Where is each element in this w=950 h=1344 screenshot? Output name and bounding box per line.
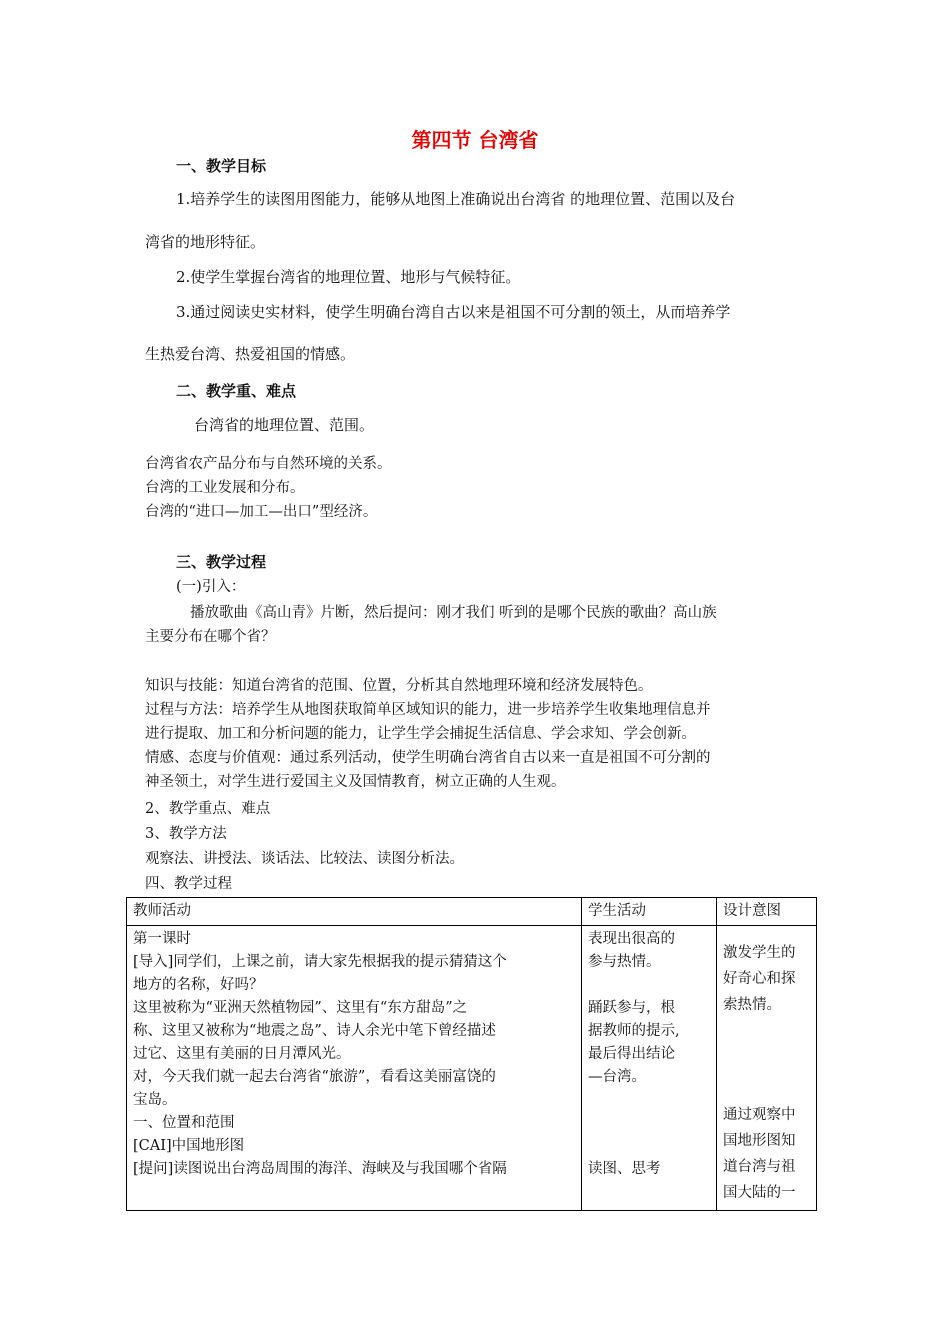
section-heading-key-points: 二、教学重、难点: [176, 382, 297, 400]
intent-line: 道台湾与祖: [723, 1159, 796, 1175]
header-student-activity: 学生活动: [582, 898, 717, 926]
student-line: 参与热情。: [588, 954, 661, 970]
lesson-table: [126, 897, 817, 1211]
student-line: 踊跃参与，根: [588, 1000, 675, 1016]
table-row: [127, 926, 817, 1211]
goal-values-line-2: 神圣领土，对学生进行爱国主义及国情教育，树立正确的人生观。: [145, 774, 566, 790]
teacher-line: 一、位置和范围: [133, 1115, 235, 1131]
teacher-activity-cell: [127, 926, 582, 1211]
teacher-line: [CAI]中国地形图: [133, 1138, 245, 1154]
key-point-3: 台湾的工业发展和分布。: [145, 480, 305, 496]
student-line: 最后得出结论: [588, 1046, 675, 1062]
teacher-line: 地方的名称，好吗？: [133, 977, 264, 993]
goal-process-line-2: 进行提取、加工和分析问题的能力，让学生学会捕捉生活信息、学会求知、学会创新。: [145, 726, 696, 742]
objective-2: 2.使学生掌握台湾省的地理位置、地形与气候特征。: [176, 268, 521, 286]
page-title: 第四节 台湾省: [411, 128, 539, 152]
intro-line-1: 播放歌曲《高山青》片断，然后提问：刚才我们 听到的是哪个民族的歌曲？高山族: [190, 605, 717, 621]
objective-3-line-1: 3.通过阅读史实材料，使学生明确台湾自古以来是祖国不可分割的领土，从而培养学: [176, 303, 731, 321]
teacher-line: 过它、这里有美丽的日月潭风光。: [133, 1046, 351, 1062]
student-line: 读图、思考: [588, 1161, 661, 1177]
teacher-line: 对，今天我们就一起去台湾省“旅游”，看看这美丽富饶的: [133, 1069, 496, 1085]
header-teacher-activity: 教师活动: [127, 898, 582, 926]
student-activity-cell: [582, 926, 717, 1211]
goal-values-line-1: 情感、态度与价值观：通过系列活动，使学生明确台湾省自古以来一直是祖国不可分割的: [145, 750, 711, 766]
key-point-4: 台湾的“进口—加工—出口”型经济。: [145, 504, 378, 520]
goal-knowledge: 知识与技能：知道台湾省的范围、位置，分析其自然地理环境和经济发展特色。: [145, 678, 653, 694]
intent-line: 激发学生的: [723, 945, 796, 961]
student-line: —台湾。: [588, 1069, 646, 1085]
teacher-line: 这里被称为“亚洲天然植物园”、这里有“东方甜岛”之: [133, 1000, 468, 1016]
heading-key-difficult: 2、教学重点、难点: [145, 801, 271, 817]
teacher-line: 宝岛。: [133, 1092, 177, 1108]
heading-teaching-process: 四、教学过程: [145, 876, 232, 892]
key-point-1: 台湾省的地理位置、范围。: [194, 416, 375, 434]
intent-line: 索热情。: [723, 997, 781, 1013]
section-heading-objectives: 一、教学目标: [176, 157, 267, 175]
key-point-2: 台湾省农产品分布与自然环境的关系。: [145, 456, 392, 472]
header-design-intent: 设计意图: [717, 898, 817, 926]
teacher-line: [导入]同学们，上课之前，请大家先根据我的提示猜猜这个: [133, 954, 507, 970]
subsection-intro: (一)引入：: [176, 579, 246, 595]
design-intent-cell: [717, 926, 817, 1211]
objective-1-line-1: 1.培养学生的读图用图能力，能够从地图上准确说出台湾省 的地理位置、范围以及台: [176, 190, 736, 208]
intent-line: 国大陆的一: [723, 1185, 796, 1201]
student-line: 表现出很高的: [588, 931, 675, 947]
teacher-line: 称、这里又被称为“地震之岛”、诗人余光中笔下曾经描述: [133, 1023, 496, 1039]
section-heading-process: 三、教学过程: [176, 553, 267, 571]
teaching-methods: 观察法、讲授法、谈话法、比较法、读图分析法。: [145, 851, 464, 867]
teacher-line: 第一课时: [133, 931, 191, 947]
student-line: 据教师的提示,: [588, 1023, 680, 1039]
table-header-row: [127, 898, 817, 926]
teacher-line: [提问]读图说出台湾岛周围的海洋、海峡及与我国哪个省隔: [133, 1161, 507, 1177]
objective-3-line-2: 生热爱台湾、热爱祖国的情感。: [145, 345, 356, 363]
intent-line: 国地形图知: [723, 1133, 796, 1149]
intent-line: 通过观察中: [723, 1107, 796, 1123]
intro-line-2: 主要分布在哪个省？: [145, 629, 276, 645]
objective-1-line-2: 湾省的地形特征。: [145, 233, 266, 251]
heading-teaching-methods: 3、教学方法: [145, 826, 227, 842]
intent-line: 好奇心和探: [723, 971, 796, 987]
goal-process-line-1: 过程与方法：培养学生从地图获取简单区域知识的能力，进一步培养学生收集地理信息并: [145, 702, 711, 718]
